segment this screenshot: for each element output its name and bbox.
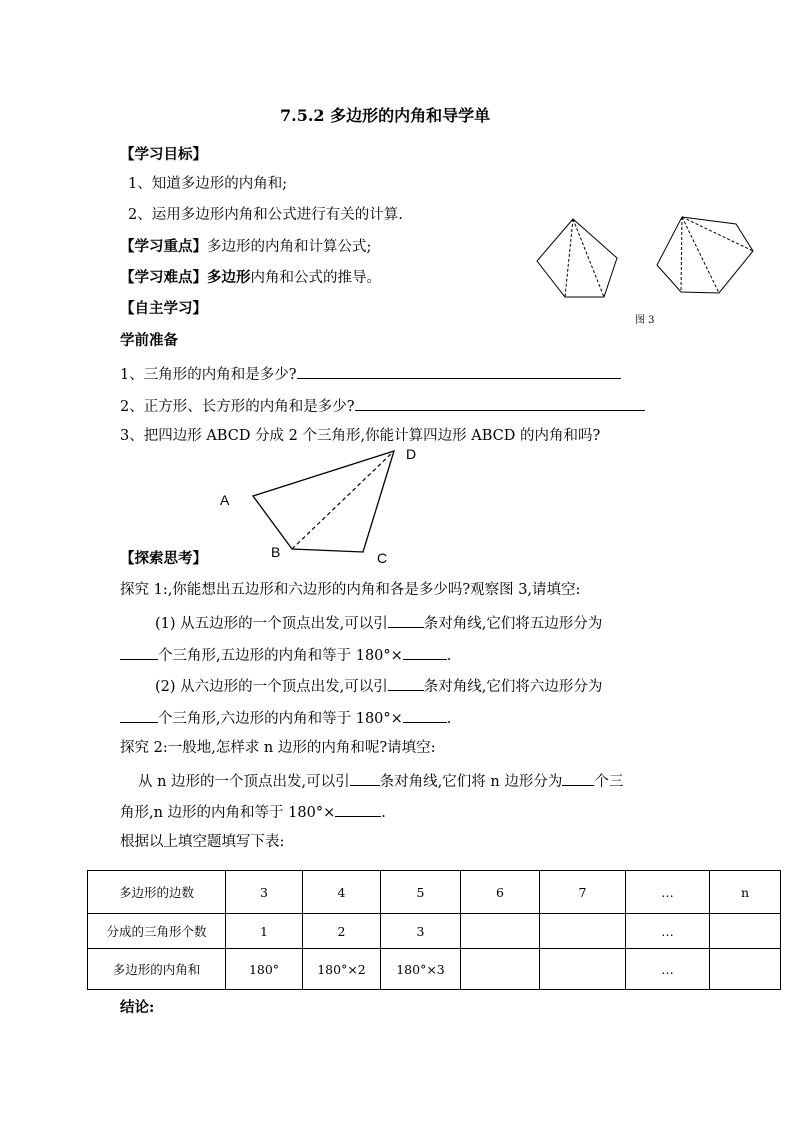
explore-1-part-2-text-c: 个三角形,六边形的内角和等于 180°× xyxy=(158,711,403,727)
explore-2-text-c: 个三 xyxy=(594,774,624,790)
explore-1-part-1-text-b: 条对角线,它们将五边形分为 xyxy=(423,616,603,632)
difficulty-line xyxy=(120,268,381,288)
explore-1-part-2-line-1 xyxy=(155,675,602,697)
vertex-label-c: C xyxy=(377,550,388,566)
pentagon-figure xyxy=(530,215,630,305)
explore-1-part-1-text-a: (1) 从五边形的一个顶点出发,可以引 xyxy=(155,616,388,632)
table-cell-row-header: 多边形的内角和 xyxy=(88,949,226,990)
table-cell-blank[interactable] xyxy=(461,949,540,990)
quadrilateral-shape xyxy=(253,451,394,552)
explore-2-blank-2[interactable] xyxy=(562,770,594,786)
explore-1-part-1-blank-3[interactable] xyxy=(403,644,447,660)
pentagon-diagonal-2 xyxy=(573,219,604,297)
question-1-text: 1、三角形的内角和是多少? xyxy=(120,367,297,383)
pentagon-diagonal-1 xyxy=(565,219,573,297)
table-cell-blank[interactable] xyxy=(540,914,626,949)
table-cell-blank[interactable] xyxy=(461,914,540,949)
explore-1-part-2-blank-1[interactable] xyxy=(388,675,424,691)
table-cell: 180°×3 xyxy=(381,949,461,990)
goal-2: 2、运用多边形内角和公式进行有关的计算. xyxy=(128,207,403,223)
key-header: 【学习重点】 xyxy=(120,238,207,255)
table-row xyxy=(88,914,781,949)
question-2-text: 2、正方形、长方形的内角和是多少? xyxy=(120,399,355,415)
hexagon-diagonal-2 xyxy=(682,217,719,293)
explore-1-part-2-text-a: (2) 从六边形的一个顶点出发,可以引 xyxy=(155,679,388,695)
explore-1-part-1-period: . xyxy=(446,648,452,664)
hexagon-figure xyxy=(652,212,762,302)
pentagon-shape xyxy=(537,219,617,297)
difficulty-bold: 多边形 xyxy=(207,269,251,286)
explore-1-part-2-text-b: 条对角线,它们将六边形分为 xyxy=(423,679,603,695)
question-2-blank[interactable] xyxy=(355,395,645,411)
table-cell-row-header: 多边形的边数 xyxy=(88,871,226,914)
table-cell: 2 xyxy=(303,914,381,949)
key-point-line xyxy=(120,237,371,257)
hexagon-diagonal-3 xyxy=(681,217,682,292)
table-intro: 根据以上填空题填写下表: xyxy=(120,834,285,850)
explore-1-part-2-blank-3[interactable] xyxy=(403,707,447,723)
difficulty-text: 内角和公式的推导。 xyxy=(250,270,381,286)
table-cell: 5 xyxy=(381,871,461,914)
explore-1-part-1-line-2 xyxy=(120,644,451,666)
explore-2-blank-1[interactable] xyxy=(350,770,380,786)
explore-1-intro: 探究 1:,你能想出五边形和六边形的内角和各是多少吗?观察图 3,请填空: xyxy=(120,582,581,598)
table-cell: … xyxy=(626,871,710,914)
explore-2-text-d: 角形,n 边形的内角和等于 180°× xyxy=(120,805,336,821)
table-cell-blank[interactable] xyxy=(710,949,781,990)
table-cell: … xyxy=(626,949,710,990)
table-cell-blank[interactable] xyxy=(710,914,781,949)
conclusion-label: 结论: xyxy=(120,999,155,1016)
explore-2-line-1 xyxy=(138,770,623,792)
goals-header: 【学习目标】 xyxy=(120,146,207,163)
table-cell-row-header: 分成的三角形个数 xyxy=(88,914,226,949)
explore-2-text-a: 从 n 边形的一个顶点出发,可以引 xyxy=(138,774,350,790)
explore-1-part-2-blank-2[interactable] xyxy=(120,707,158,723)
vertex-label-d: D xyxy=(406,446,417,462)
table-cell: … xyxy=(626,914,710,949)
question-1 xyxy=(120,363,621,385)
table-cell: 6 xyxy=(461,871,540,914)
table-cell: 1 xyxy=(226,914,303,949)
table-row xyxy=(88,949,781,990)
self-study-header: 【自主学习】 xyxy=(120,300,207,317)
goal-1: 1、知道多边形的内角和; xyxy=(128,176,288,192)
table-cell: 180°×2 xyxy=(303,949,381,990)
explore-header: 【探索思考】 xyxy=(120,550,207,567)
explore-1-part-1-line-1 xyxy=(155,612,602,634)
explore-1-part-1-text-c: 个三角形,五边形的内角和等于 180°× xyxy=(158,648,403,664)
table-cell: 3 xyxy=(381,914,461,949)
table-row xyxy=(88,871,781,914)
table-cell: 180° xyxy=(226,949,303,990)
explore-2-text-b: 条对角线,它们将 n 边形分为 xyxy=(379,774,563,790)
prep-header: 学前准备 xyxy=(120,332,178,349)
explore-2-blank-3[interactable] xyxy=(335,801,381,817)
explore-1-part-2-line-2 xyxy=(120,707,451,729)
table-cell: 4 xyxy=(303,871,381,914)
difficulty-header: 【学习难点】 xyxy=(120,269,207,286)
explore-1-part-2-period: . xyxy=(446,711,452,727)
table-cell: 3 xyxy=(226,871,303,914)
figure-caption: 图 3 xyxy=(635,315,655,326)
explore-2-intro: 探究 2:一般地,怎样求 n 边形的内角和呢?请填空: xyxy=(120,740,436,756)
explore-2-period: . xyxy=(381,805,386,821)
vertex-label-a: A xyxy=(220,492,230,508)
polygon-angle-table xyxy=(87,870,781,990)
explore-1-part-1-blank-1[interactable] xyxy=(388,612,424,628)
table-cell-blank[interactable] xyxy=(540,949,626,990)
question-1-blank[interactable] xyxy=(297,363,621,379)
question-2 xyxy=(120,395,645,417)
explore-1-part-1-blank-2[interactable] xyxy=(120,644,158,660)
table-cell: n xyxy=(710,871,781,914)
explore-2-line-2 xyxy=(120,801,386,823)
question-3: 3、把四边形 ABCD 分成 2 个三角形,你能计算四边形 ABCD 的内角和吗? xyxy=(120,428,601,444)
vertex-label-b: B xyxy=(271,544,281,560)
key-text: 多边形的内角和计算公式; xyxy=(207,239,372,255)
table-cell: 7 xyxy=(540,871,626,914)
page-title: 7.5.2 多边形的内角和导学单 xyxy=(280,106,491,125)
